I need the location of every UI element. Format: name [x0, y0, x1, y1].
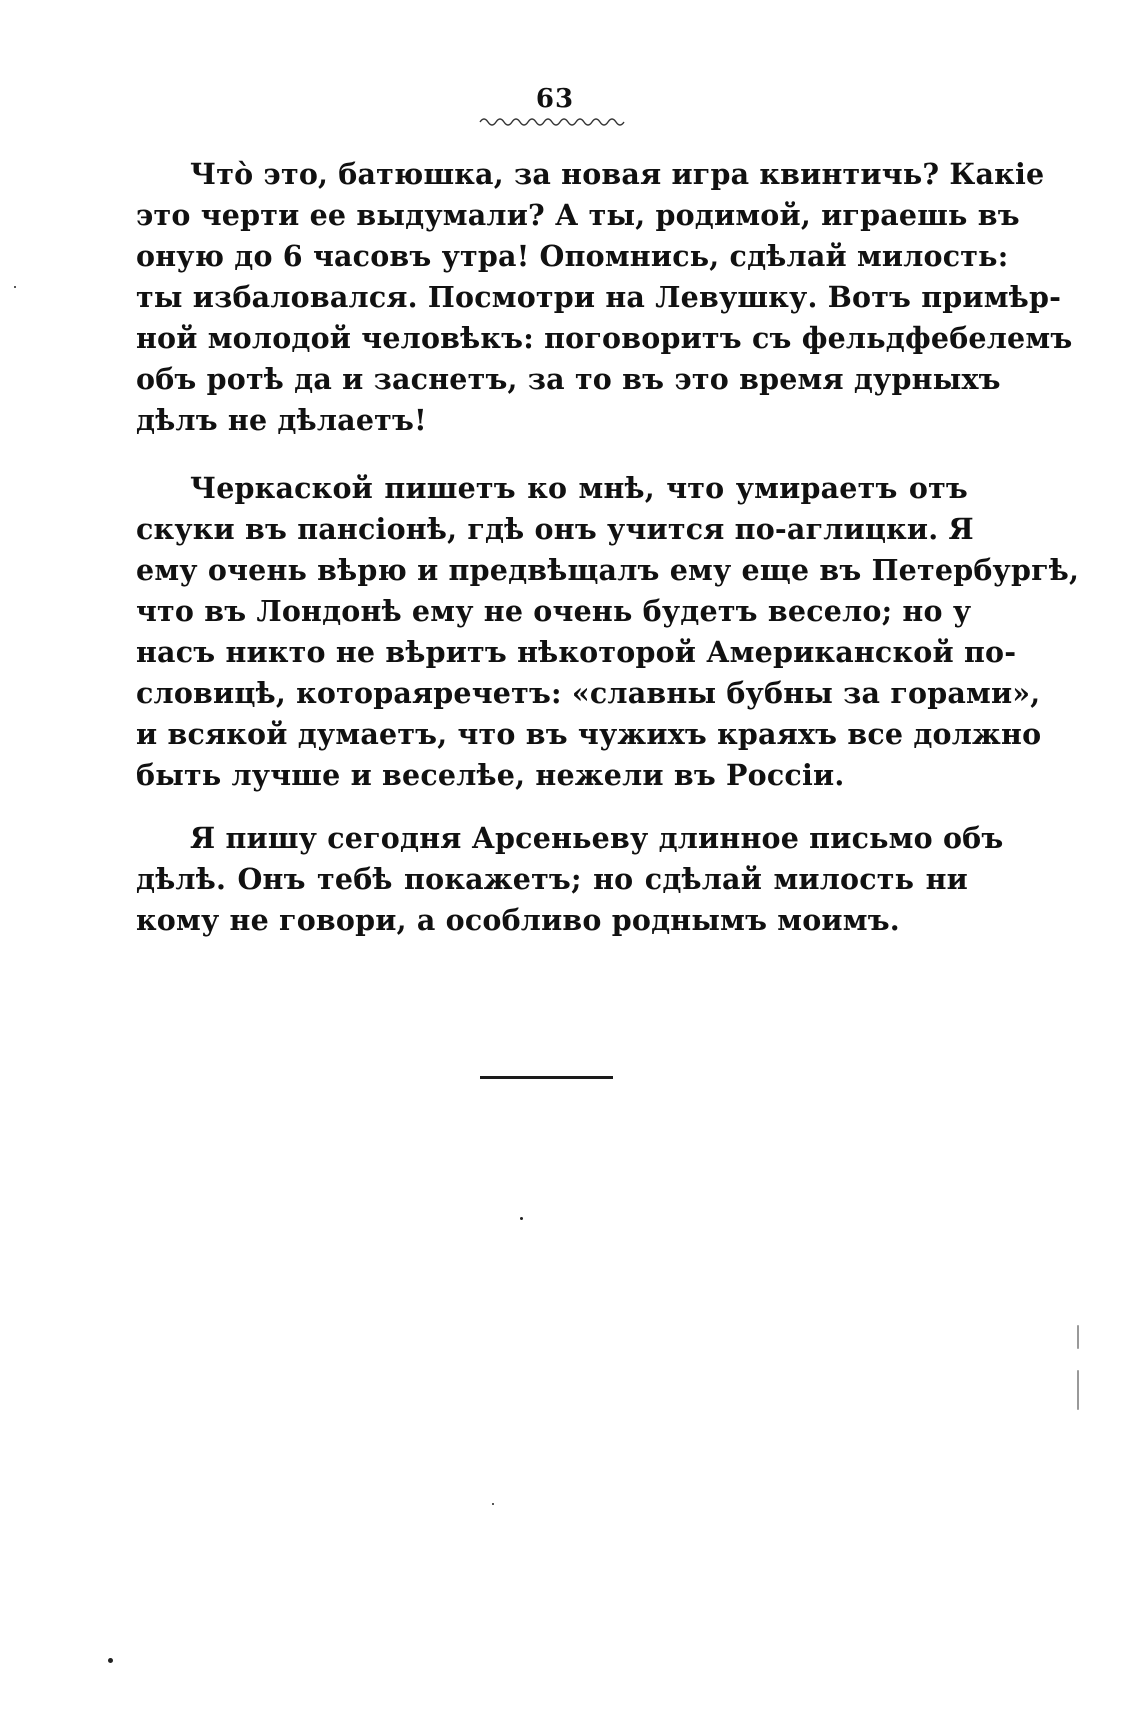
- paper-speck: [520, 1217, 523, 1220]
- text-line: оную до 6 часовъ утра! Опомнись, сдѣлай милость:: [136, 239, 1009, 273]
- paragraph-2: [136, 468, 1080, 796]
- text-line: быть лучше и веселѣе, нежели въ Россіи.: [136, 758, 845, 792]
- text-line: дѣлѣ. Онъ тебѣ покажетъ; но сдѣлай милость ни: [136, 862, 968, 896]
- text-line: ной молодой человѣкъ: поговоритъ съ фельдфебелемъ: [136, 321, 1073, 355]
- wavy-rule-ornament: [478, 114, 628, 128]
- paper-speck: [108, 1658, 113, 1663]
- text-line: ты избаловался. Посмотри на Левушку. Вотъ примѣр-: [136, 280, 1062, 314]
- page-number: 63: [535, 84, 575, 114]
- paper-speck: [1077, 1325, 1079, 1349]
- text-line: Что̀ это, батюшка, за новая игра квинтичь? Какіе: [190, 157, 1045, 191]
- text-line: насъ никто не вѣритъ нѣкоторой Американской по-: [136, 635, 1017, 669]
- paper-speck: [14, 286, 16, 288]
- text-line: кому не говори, а особливо роднымъ моимъ.: [136, 903, 900, 937]
- text-line: и всякой думаетъ, что въ чужихъ краяхъ все должно: [136, 717, 1042, 751]
- text-line: словицѣ, котораяречетъ: «славны бубны за горами»,: [136, 676, 1041, 710]
- text-line: ему очень вѣрю и предвѣщалъ ему еще въ Петербургѣ,: [136, 553, 1080, 587]
- text-line: это черти ее выдумали? А ты, родимой, играешь въ: [136, 198, 1020, 232]
- text-line: Я пишу сегодня Арсеньеву длинное письмо объ: [190, 821, 1004, 855]
- paper-speck: [492, 1503, 494, 1505]
- text-line: дѣлъ не дѣлаетъ!: [136, 403, 427, 437]
- text-line: Черкаской пишетъ ко мнѣ, что умираетъ отъ: [190, 471, 968, 505]
- paragraph-3: [136, 818, 1004, 941]
- paragraph-1: [136, 154, 1073, 441]
- text-line: объ ротѣ да и заснетъ, за то въ это время дурныхъ: [136, 362, 1001, 396]
- end-rule-divider: [480, 1076, 613, 1079]
- paper-speck: [1077, 1370, 1079, 1410]
- text-line: скуки въ пансіонѣ, гдѣ онъ учится по-аглицки. Я: [136, 512, 974, 546]
- text-line: что въ Лондонѣ ему не очень будетъ весело; но у: [136, 594, 972, 628]
